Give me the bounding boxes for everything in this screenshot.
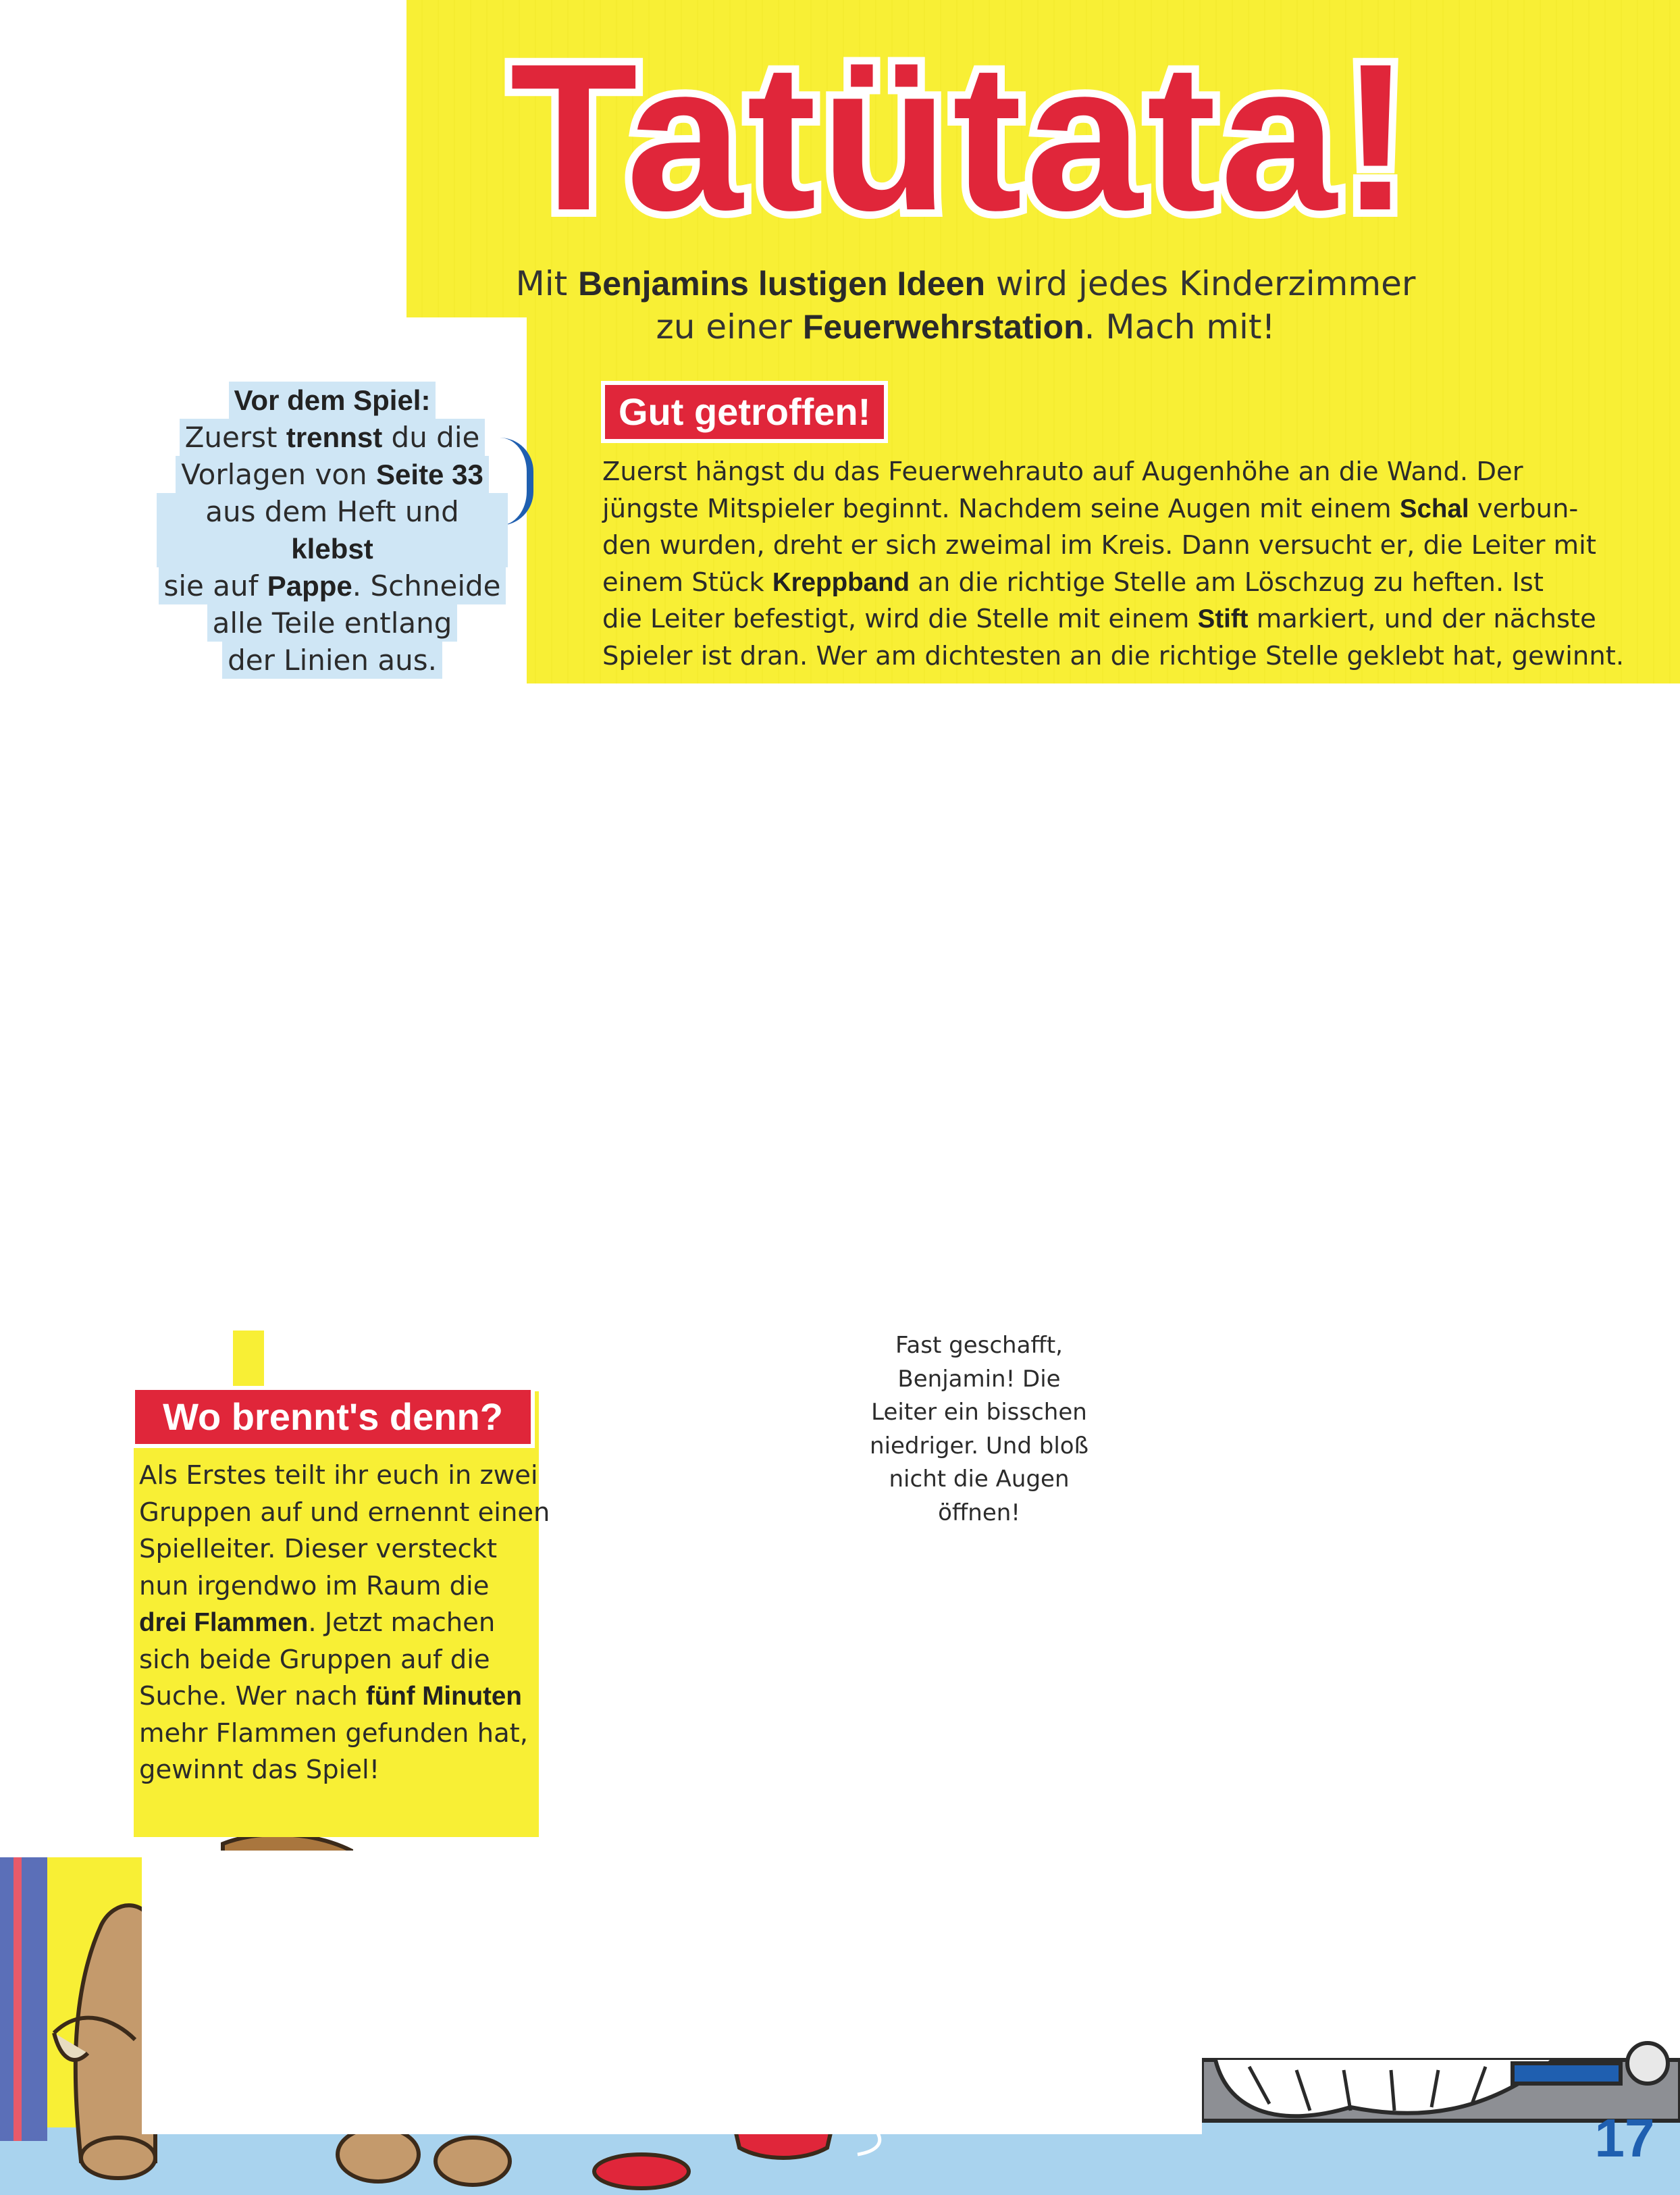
speech-line: Benjamin! Die	[897, 1365, 1061, 1393]
page-title	[405, 7, 1519, 243]
paragraph-line: nun irgendwo im Raum die	[139, 1570, 490, 1601]
page-number: 17	[1594, 2108, 1655, 2168]
paragraph-line: die Leiter befestigt, wird die Stelle mit einem Stift markiert, und der nächste	[602, 604, 1596, 634]
game-text-gut-getroffen	[602, 454, 1625, 675]
paragraph-line: mehr Flammen gefunden hat,	[139, 1718, 528, 1749]
subtitle-line-1: Mit Benjamins lustigen Ideen wird jedes Kinderzimmer	[515, 264, 1416, 303]
speech-line: Fast geschafft,	[895, 1332, 1063, 1359]
subtitle-line-2: zu einer Feuerwehrstation. Mach mit!	[656, 307, 1276, 346]
subtitle	[500, 262, 1432, 348]
blank-area	[142, 1851, 1202, 2134]
before-game-line: aus dem Heft und klebst	[157, 493, 508, 567]
before-game-line: alle Teile entlang	[157, 604, 508, 642]
paragraph-line: sich beide Gruppen auf die	[139, 1644, 490, 1675]
speech-line: niedriger. Und bloß	[870, 1432, 1088, 1460]
page-title-text: Tatütata!	[510, 20, 1415, 243]
paragraph-line: Spielleiter. Dieser versteckt	[139, 1534, 498, 1564]
paragraph-line: Gruppen auf und ernennt einen	[139, 1497, 550, 1528]
paw	[338, 2127, 419, 2181]
speech-line: nicht die Augen	[889, 1466, 1070, 1493]
paragraph-line: einem Stück Kreppband an die richtige Stelle am Löschzug zu heften. Ist	[602, 567, 1544, 598]
before-game-line: Zuerst trennst du die	[157, 419, 508, 456]
game-heading-wo-brennts: Wo brennt's denn?	[135, 1390, 531, 1444]
paragraph-line: Zuerst hängst du das Feuerwehrauto auf Augenhöhe an die Wand. Der	[602, 457, 1523, 487]
paw	[436, 2138, 510, 2185]
before-game-heading: Vor dem Spiel:	[157, 382, 508, 419]
paragraph-line: Als Erstes teilt ihr euch in zwei	[139, 1460, 538, 1491]
speech-line: öffnen!	[938, 1499, 1020, 1526]
before-game-line: Vorlagen von Seite 33	[157, 456, 508, 493]
yellow-tab-decoration	[233, 1331, 264, 1391]
paragraph-line: drei Flammen. Jetzt machen	[139, 1607, 496, 1638]
before-game-panel	[157, 382, 508, 677]
game-heading-gut-getroffen: Gut getroffen!	[605, 385, 884, 439]
paragraph-line: den wurden, dreht er sich zweimal im Kreis. Dann versucht er, die Leiter mit	[602, 530, 1596, 561]
game-text-wo-brennts	[139, 1457, 550, 1789]
red-object	[594, 2154, 689, 2188]
paragraph-line: gewinnt das Spiel!	[139, 1755, 380, 1785]
speech-caption	[851, 1329, 1107, 1530]
before-game-line: der Linien aus.	[157, 642, 508, 679]
paragraph-line: Suche. Wer nach fünf Minuten	[139, 1681, 522, 1711]
before-game-line: sie auf Pappe. Schneide	[157, 567, 508, 604]
speech-line: Leiter ein bisschen	[871, 1399, 1087, 1426]
wall-stripe	[14, 1857, 22, 2141]
paragraph-line: jüngste Mitspieler beginnt. Nachdem seine Augen mit einem Schal verbun-	[602, 493, 1579, 524]
paragraph-line: Spieler ist dran. Wer am dichtesten an die richtige Stelle geklebt hat, gewinnt.	[602, 640, 1625, 671]
bottom-illustration	[0, 1837, 1680, 2195]
wall-strip	[0, 1857, 47, 2141]
